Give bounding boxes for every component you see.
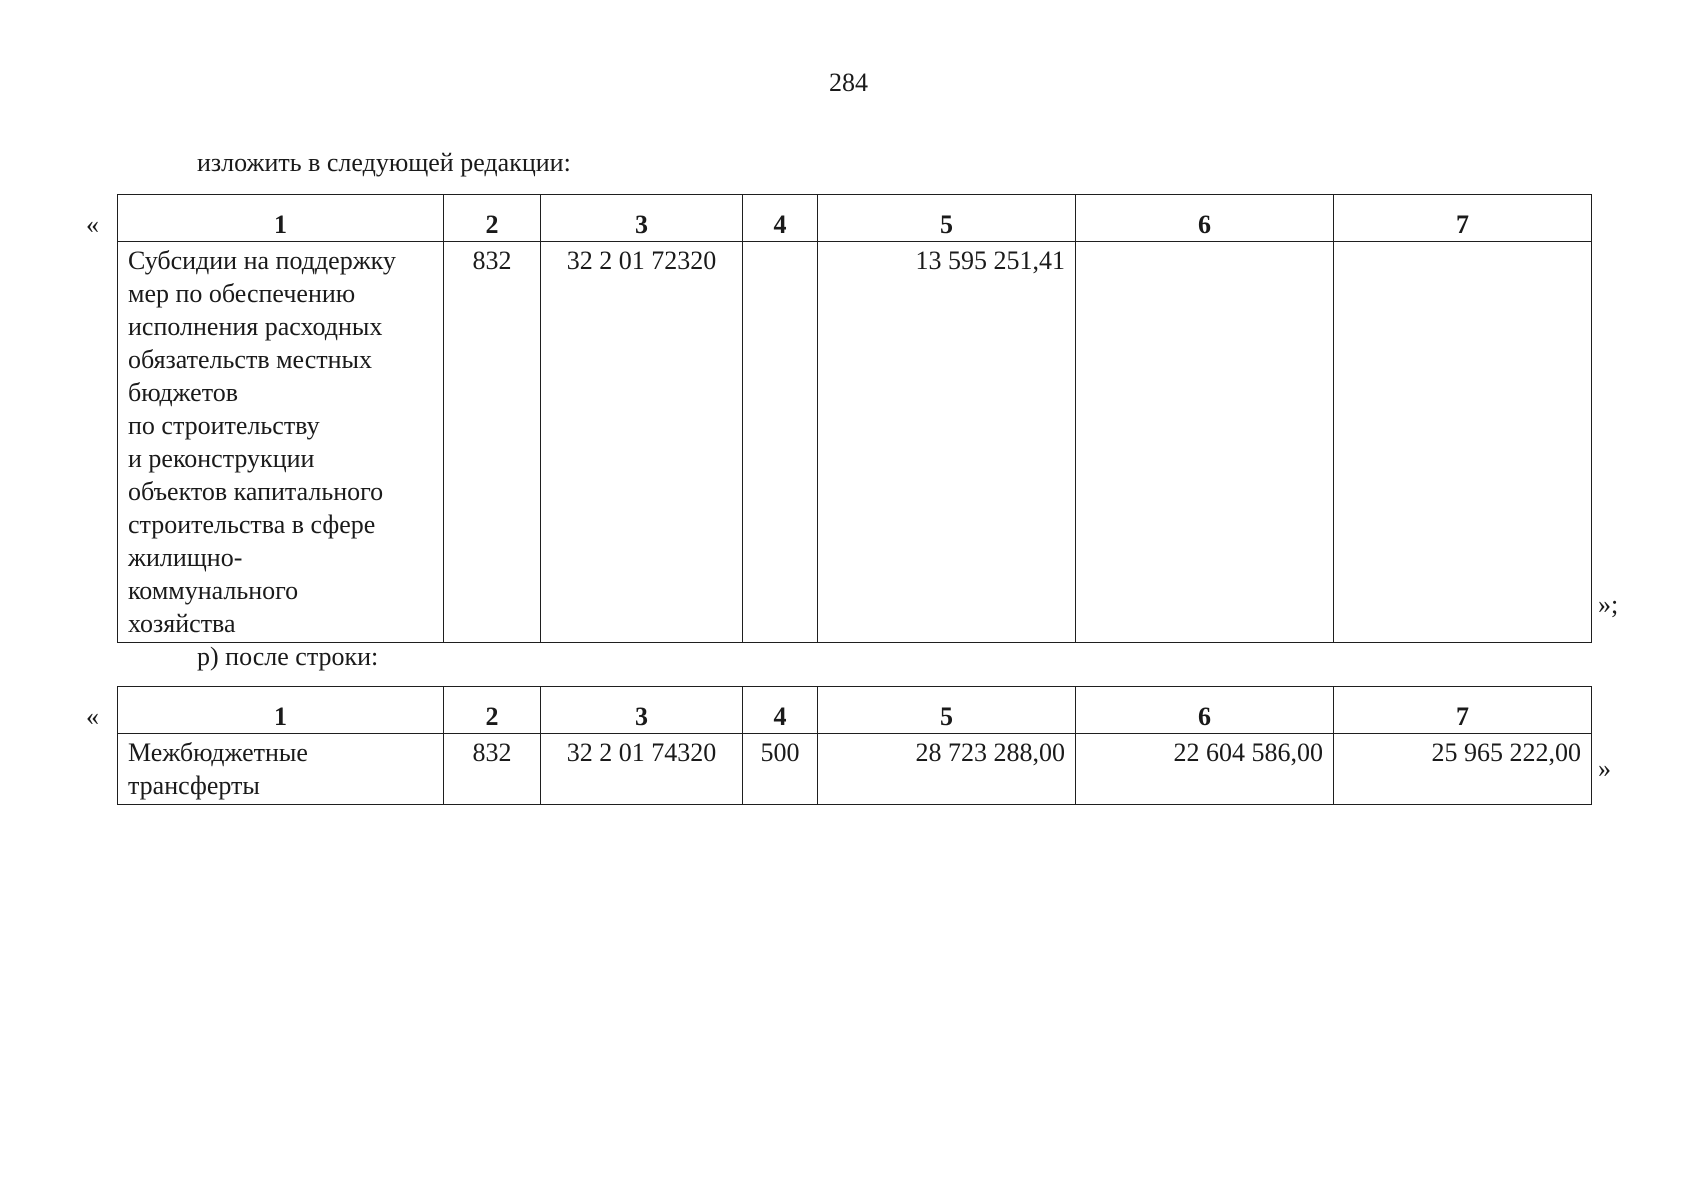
header-col-5: 5 — [818, 195, 1076, 242]
header-col-6: 6 — [1076, 195, 1334, 242]
name-line: объектов капитального — [128, 477, 384, 506]
intro-text-1: изложить в следующей редакции: — [197, 148, 571, 177]
name-line: по строительству — [128, 411, 320, 440]
table-2-header-row — [118, 687, 1592, 734]
name-line: исполнения расходных — [128, 312, 383, 341]
name-line: обязательств местных — [128, 345, 373, 374]
cell-col-2: 832 — [444, 734, 541, 805]
cell-col-3: 32 2 01 72320 — [541, 242, 743, 643]
cell-col-4: 500 — [743, 734, 818, 805]
header-col-6: 6 — [1076, 687, 1334, 734]
header-col-3: 3 — [541, 195, 743, 242]
header-col-4: 4 — [743, 687, 818, 734]
cell-col-3: 32 2 01 74320 — [541, 734, 743, 805]
name-line: хозяйства — [128, 609, 236, 638]
close-quote-1: »; — [1598, 590, 1619, 619]
open-quote-1: « — [86, 210, 99, 239]
header-col-3: 3 — [541, 687, 743, 734]
row-name-cell — [118, 242, 444, 643]
cell-col-2: 832 — [444, 242, 541, 643]
header-col-5: 5 — [818, 687, 1076, 734]
open-quote-2: « — [86, 702, 99, 731]
name-line: строительства в сфере — [128, 510, 376, 539]
name-line: и реконструкции — [128, 444, 315, 473]
close-quote-2: » — [1598, 754, 1611, 783]
cell-col-7: 25 965 222,00 — [1334, 734, 1592, 805]
header-col-7: 7 — [1334, 687, 1592, 734]
intro-text-2: р) после строки: — [197, 642, 379, 671]
header-col-1: 1 — [118, 195, 444, 242]
cell-col-4 — [743, 242, 818, 643]
name-line: коммунального — [128, 576, 299, 605]
name-line: трансферты — [128, 771, 260, 800]
header-col-1: 1 — [118, 687, 444, 734]
header-col-2: 2 — [444, 687, 541, 734]
cell-col-6 — [1076, 242, 1334, 643]
table-2 — [117, 686, 1592, 805]
table-row — [118, 242, 1592, 643]
cell-col-7 — [1334, 242, 1592, 643]
table-1-header-row — [118, 195, 1592, 242]
name-line: мер по обеспечению — [128, 279, 356, 308]
header-col-7: 7 — [1334, 195, 1592, 242]
row-name-cell — [118, 734, 444, 805]
header-col-4: 4 — [743, 195, 818, 242]
cell-col-6: 22 604 586,00 — [1076, 734, 1334, 805]
table-1 — [117, 194, 1592, 643]
name-line: жилищно- — [128, 543, 243, 572]
name-line: Межбюджетные — [128, 738, 308, 767]
cell-col-5: 13 595 251,41 — [818, 242, 1076, 643]
name-line: бюджетов — [128, 378, 239, 407]
name-line: Субсидии на поддержку — [128, 246, 396, 275]
table-row — [118, 734, 1592, 805]
page-number: 284 — [829, 68, 868, 97]
cell-col-5: 28 723 288,00 — [818, 734, 1076, 805]
header-col-2: 2 — [444, 195, 541, 242]
